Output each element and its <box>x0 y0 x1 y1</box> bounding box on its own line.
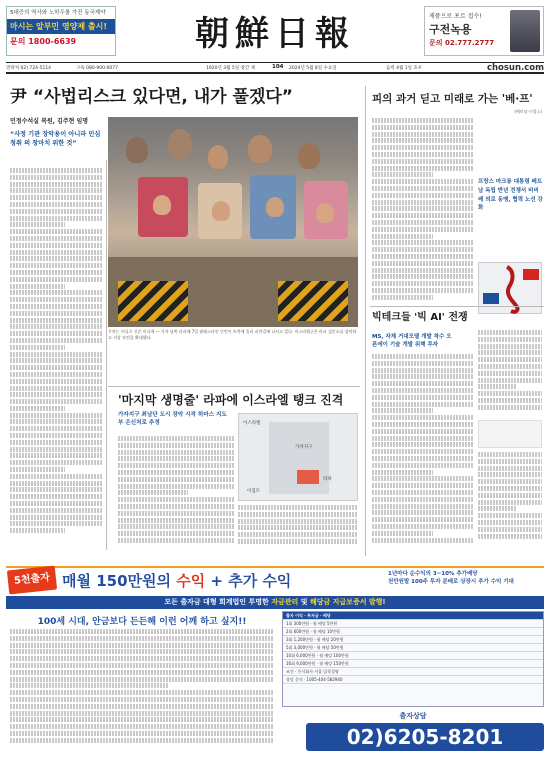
column-divider <box>365 86 366 556</box>
text-line <box>478 513 542 518</box>
text-line <box>372 504 474 509</box>
text-line <box>478 384 516 389</box>
text-line <box>118 456 234 461</box>
text-line <box>478 398 542 403</box>
text-line <box>10 697 274 702</box>
text-line <box>10 528 65 533</box>
ad-badge: 5천출자 <box>7 566 57 595</box>
text-line <box>10 365 102 370</box>
text-line <box>372 138 474 143</box>
text-line <box>10 392 102 397</box>
text-line <box>478 391 542 396</box>
text-line <box>10 447 102 452</box>
text-line <box>10 222 65 227</box>
right-headline-1[interactable]: 피의 과거 딛고 미래로 가는 '베·프' <box>372 93 533 105</box>
text-line <box>118 477 234 482</box>
text-line <box>10 175 102 180</box>
text-line <box>478 472 542 477</box>
text-line <box>10 636 274 641</box>
text-line <box>372 247 474 252</box>
map-label-rafah: 라파 <box>323 477 332 482</box>
top-ad-right[interactable] <box>424 6 544 56</box>
founding-text: 1920년 3월 5일 창간 제 <box>206 66 255 71</box>
ad-headline: 매월 150만원의 수익 + 추가 수익 <box>62 572 292 590</box>
text-line <box>372 517 474 522</box>
text-line <box>10 731 274 736</box>
text-line <box>478 527 542 532</box>
text-line <box>10 324 102 329</box>
text-line <box>372 186 474 191</box>
text-line <box>372 281 474 286</box>
text-line <box>10 704 274 709</box>
text-line <box>238 512 358 517</box>
text-line <box>372 354 474 359</box>
text-line <box>10 188 102 193</box>
text-line <box>10 683 168 688</box>
text-line <box>10 358 102 363</box>
ad-phone-number[interactable]: 02)6205-8201 <box>306 723 544 751</box>
right-article-body-4 <box>478 452 542 548</box>
right-subheadline-2: MS, 자체 거대모델 개발 착수 오픈에이 기술 개발 위해 투자 <box>372 334 452 349</box>
text-line <box>10 182 102 187</box>
masthead-logo[interactable]: 朝鮮日報 <box>195 14 355 54</box>
text-line <box>118 531 234 536</box>
site-link[interactable]: chosun.com <box>486 63 544 73</box>
text-line <box>372 510 474 515</box>
text-line <box>10 643 274 648</box>
text-line <box>372 497 474 502</box>
text-line <box>10 440 102 445</box>
text-line <box>10 501 102 506</box>
text-line <box>10 433 102 438</box>
top-ad-right-line2: 구전녹용 <box>429 23 472 36</box>
text-line <box>10 311 102 316</box>
text-line <box>372 254 474 259</box>
text-line <box>372 288 474 293</box>
text-line <box>10 494 102 499</box>
text-line <box>10 263 102 268</box>
text-line <box>372 152 474 157</box>
text-line <box>478 337 542 342</box>
text-line <box>10 277 102 282</box>
text-line <box>372 436 474 441</box>
right-headline-1-source: (베트남·프랑스) <box>514 109 542 114</box>
text-line <box>478 459 542 464</box>
bottom-ad[interactable] <box>6 566 544 752</box>
text-line <box>118 490 188 495</box>
text-line <box>372 213 474 218</box>
top-ad-left-line2: 마시는 알부민 영양제 출시! <box>7 19 115 34</box>
text-line <box>10 453 102 458</box>
issue-number: 104 <box>272 64 284 70</box>
text-line <box>478 500 542 505</box>
text-line <box>372 172 433 177</box>
text-line <box>478 452 542 457</box>
text-line <box>372 368 474 373</box>
text-line <box>10 670 274 675</box>
text-line <box>10 690 274 695</box>
text-line <box>10 202 102 207</box>
text-line <box>10 663 274 668</box>
photo-caption: 무차는 어디로 신준 어디에 — 가자 남쪽 라파에 7일 팔레스타인 난민이 트럭에 올라 피란길에 나서고 있다. 이스라엘군은 라파 검문소를 장악하고 지상 작전을 확대했다. <box>108 329 357 340</box>
text-line <box>10 656 274 661</box>
gaza-map <box>238 413 358 501</box>
right-thumb-ad[interactable] <box>478 420 542 448</box>
text-line <box>372 456 474 461</box>
ad-table-row: 10회 6,000만원 · 월 배당 100만원 <box>283 652 543 660</box>
text-line <box>372 268 474 273</box>
text-line <box>10 304 102 309</box>
dateline <box>6 62 544 74</box>
text-line <box>118 538 234 543</box>
main-subheadline: “사정 기관 장악용이 아니라 민심 청취 의 창마치 위한 것” <box>10 131 101 147</box>
text-line <box>372 200 474 205</box>
text-line <box>10 256 102 261</box>
text-line <box>10 195 102 200</box>
text-line <box>10 711 274 716</box>
ad-table-row: 1회 300만원 · 월 배당 5만원 <box>283 620 543 628</box>
text-line <box>238 539 358 544</box>
text-line <box>10 426 102 431</box>
text-line <box>10 345 65 350</box>
text-line <box>10 717 274 722</box>
text-line <box>10 738 274 743</box>
map-label-israel: 이스라엘 <box>243 421 261 426</box>
text-line <box>372 159 474 164</box>
text-line <box>372 381 474 386</box>
text-line <box>10 724 274 729</box>
ad-table-row: 5회 3,000만원 · 월 배당 50만원 <box>283 644 543 652</box>
text-line <box>10 521 102 526</box>
text-line <box>372 442 474 447</box>
text-line <box>238 505 358 510</box>
top-ad-left-line1: 5대증의 역사와 노하우를 가진 동국제약 <box>10 10 106 16</box>
map-label-gaza: 가자지구 <box>295 445 313 450</box>
text-line <box>372 415 474 420</box>
text-line <box>10 290 102 295</box>
text-line <box>372 240 474 245</box>
text-line <box>10 209 102 214</box>
text-line <box>372 476 474 481</box>
text-line <box>372 179 474 184</box>
text-line <box>118 463 234 468</box>
text-line <box>478 493 542 498</box>
text-line <box>10 649 274 654</box>
text-line <box>372 206 474 211</box>
text-line <box>372 193 474 198</box>
text-line <box>372 422 474 427</box>
text-line <box>372 125 474 130</box>
text-line <box>10 474 102 479</box>
text-line <box>478 350 542 355</box>
text-line <box>372 220 474 225</box>
ad-phone-label: 출자상담 <box>399 712 427 720</box>
text-line <box>118 443 234 448</box>
text-line <box>478 330 542 335</box>
ad-band: 모든 출자금 대형 회계법인 투명한 자금관리 및 해당금 지급보증서 발행! <box>6 596 544 609</box>
text-line <box>372 531 433 536</box>
second-article-body-2 <box>238 505 358 549</box>
text-line <box>10 481 102 486</box>
text-line <box>372 538 474 543</box>
ad-table-row: 16회 9,000만원 · 월 배당 150만원 <box>283 660 543 668</box>
text-line <box>478 357 542 362</box>
text-line <box>372 118 474 123</box>
text-line <box>372 408 433 413</box>
ad-table-row: 상담 문의 · 1005-404-582940 <box>283 676 543 684</box>
column-divider <box>106 160 107 550</box>
main-kicker: 민정수석실 복원, 김주현 임명 <box>10 118 89 125</box>
text-line <box>10 379 102 384</box>
text-line <box>372 261 474 266</box>
text-line <box>478 405 542 410</box>
text-line <box>118 484 234 489</box>
subscription-phone: 구독 080-900-0077 <box>76 66 119 71</box>
section-rule <box>370 306 544 307</box>
ad-left-title: 100세 시대, 안금보다 든든해 이런 어깨 하고 싶지!! <box>37 617 247 627</box>
text-line <box>118 470 234 475</box>
text-line <box>10 318 102 323</box>
ad-table-head: 출자 이익 · 투자금 · 배당 <box>283 612 543 620</box>
text-line <box>372 234 433 239</box>
text-line <box>478 344 542 349</box>
right-article-body-1 <box>372 118 474 304</box>
text-line <box>478 534 542 539</box>
text-line <box>372 388 474 393</box>
text-line <box>372 463 474 468</box>
text-line <box>372 490 474 495</box>
text-line <box>10 386 102 391</box>
ad-note: 1년마다 순수익의 3~10% 추가배당 천만원발 100주 투자 분배로 상장시 추가 수익 기대 <box>388 571 514 586</box>
text-line <box>10 250 102 255</box>
text-line <box>10 413 102 418</box>
text-line <box>10 331 102 336</box>
text-line <box>10 338 102 343</box>
text-line <box>10 515 102 520</box>
text-line <box>372 274 474 279</box>
text-line <box>10 297 102 302</box>
text-line <box>372 361 474 366</box>
ad-table-row: 3회 1,200만원 · 월 배당 20만원 <box>283 636 543 644</box>
text-line <box>10 508 102 513</box>
text-line <box>10 270 102 275</box>
top-ad-left-line3: 문의 1800-6639 <box>10 36 77 46</box>
text-line <box>372 166 474 171</box>
text-line <box>478 506 516 511</box>
right-article-body-2 <box>372 354 474 550</box>
publish-date: 2024년 5월 8일 수요일 <box>289 66 337 71</box>
text-line <box>372 429 474 434</box>
spokesperson-photo <box>510 10 540 52</box>
ad-table-row: 조건 · 주식회사 서울 밀착경영 <box>283 668 543 676</box>
ad-left-text <box>6 611 278 754</box>
text-line <box>118 524 234 529</box>
right-subheadline-1: 프랑스 마크롱 대통령 베트남 독립 반년 전쟁서 비비레 의로 동맹, 협력 노선 강화 <box>478 179 543 212</box>
text-line <box>478 364 542 369</box>
text-line <box>10 460 102 465</box>
text-line <box>372 132 474 137</box>
main-photo[interactable] <box>108 117 358 327</box>
text-line <box>478 486 542 491</box>
text-line <box>10 284 65 289</box>
text-line <box>10 629 274 634</box>
text-line <box>118 497 234 502</box>
text-line <box>238 532 358 537</box>
text-line <box>372 295 433 300</box>
text-line <box>238 525 358 530</box>
text-line <box>118 450 234 455</box>
second-article-body <box>118 436 234 548</box>
text-line <box>372 470 433 475</box>
text-line <box>10 372 102 377</box>
second-headline[interactable]: '마지막 생명줄' 라파에 이스라엘 탱크 진격 <box>118 393 344 407</box>
right-article-body-3 <box>478 330 542 416</box>
text-line <box>10 419 102 424</box>
top-ad-right-line1: 제품으로 포르 접수! <box>429 13 482 20</box>
text-line <box>10 352 102 357</box>
text-line <box>478 378 542 383</box>
text-line <box>478 371 542 376</box>
text-line <box>10 236 102 241</box>
text-line <box>10 399 102 404</box>
text-line <box>10 243 102 248</box>
text-line <box>372 374 474 379</box>
text-line <box>372 227 474 232</box>
section-rule <box>108 386 360 387</box>
ad-table-row: 2회 600만원 · 월 배당 10만원 <box>283 628 543 636</box>
text-line <box>10 406 65 411</box>
main-article-body <box>10 168 102 542</box>
top-ad-left[interactable] <box>6 6 116 56</box>
text-line <box>372 449 474 454</box>
text-line <box>118 436 234 441</box>
text-line <box>10 216 102 221</box>
text-line <box>118 518 234 523</box>
text-line <box>118 511 234 516</box>
map-label-egypt: 이집트 <box>247 489 261 494</box>
text-line <box>372 402 474 407</box>
text-line <box>10 168 102 173</box>
text-line <box>478 466 542 471</box>
text-line <box>10 677 274 682</box>
ad-table <box>282 611 544 707</box>
text-line <box>372 395 474 400</box>
text-line <box>372 483 474 488</box>
text-line <box>10 487 102 492</box>
text-line <box>118 504 234 509</box>
text-line <box>10 229 102 234</box>
right-headline-2[interactable]: 빅테크들 '빅 AI' 전쟁 <box>372 312 468 323</box>
text-line <box>10 467 65 472</box>
text-line <box>478 479 542 484</box>
main-headline[interactable]: 尹 “사법리스크 있다면, 내가 풀겠다” <box>10 87 293 107</box>
text-line <box>372 524 474 529</box>
top-ad-right-line3: 문의 02.777.2777 <box>429 39 495 47</box>
text-line <box>238 519 358 524</box>
text-line <box>372 145 474 150</box>
contact-phone: 연락처 02) 724-5114 <box>6 66 52 71</box>
text-line <box>478 520 542 525</box>
lunar-date: 음력 4월 1일 호우 <box>386 66 423 71</box>
second-subheadline: 가자지구 최남단 도시 장악 시작 하마스 지도부 은신처로 추정 <box>118 412 227 427</box>
